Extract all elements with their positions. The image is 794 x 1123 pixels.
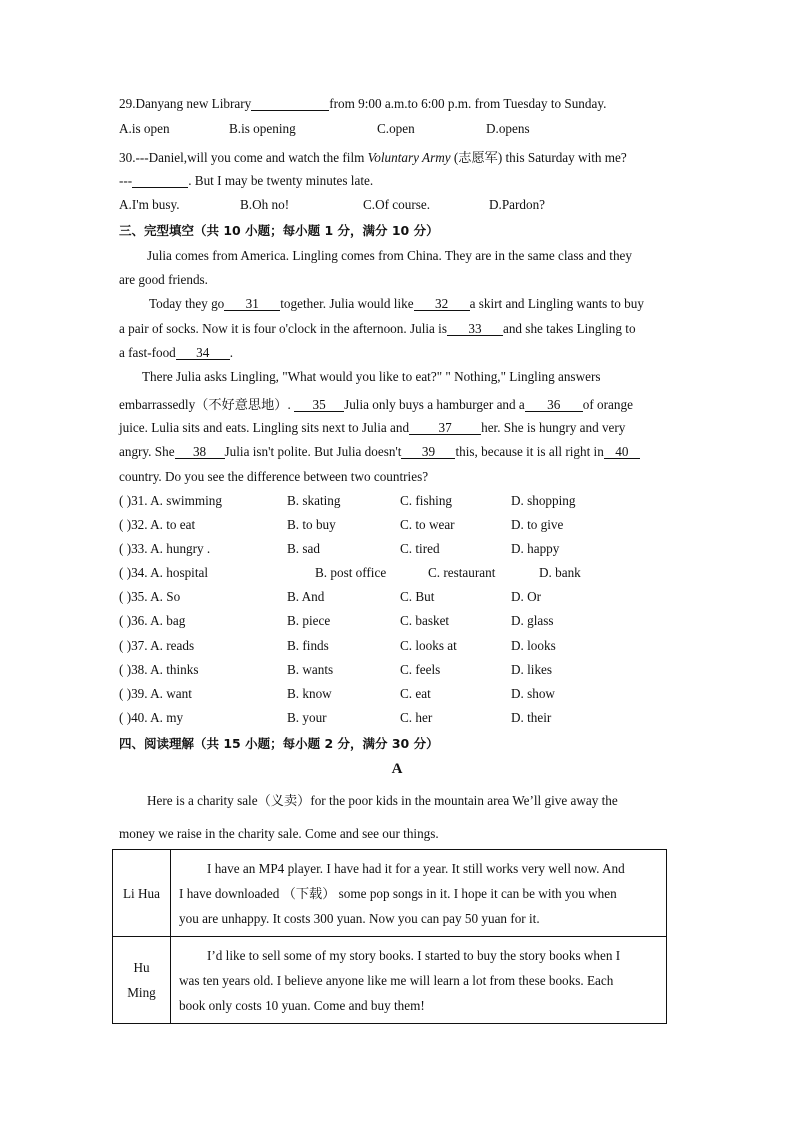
option-row-39-b: B. know: [287, 686, 332, 701]
option-row-36-d: D. glass: [511, 613, 554, 628]
blank-35: 35: [294, 398, 344, 412]
reading-intro-line1: Here is a charity sale（义卖）for the poor kids in the mountain area We’ll give away the: [147, 793, 618, 808]
cloze-text: a skirt and Lingling wants to buy: [469, 296, 644, 311]
q30-blank: [132, 174, 188, 188]
option-row-34-b: B. post office: [315, 565, 387, 580]
option-row-34-c: C. restaurant: [428, 565, 496, 580]
cloze-text: together. Julia would like: [280, 296, 414, 311]
q30-option-b: B.Oh no!: [240, 197, 290, 212]
option-row-40-c: C. her: [400, 710, 433, 725]
cloze-text: a pair of socks. Now it is four o'clock in the afternoon. Julia is: [119, 321, 447, 336]
description-line: I have an MP4 player. I have had it for a year. It still works very well now. And: [207, 860, 625, 876]
option-row-32-num: ( )32. A. to eat: [119, 517, 196, 532]
option-row-33-c: C. tired: [400, 541, 440, 556]
q30-reply-after: . But I may be twenty minutes late.: [188, 173, 374, 188]
option-row-36-num: ( )36. A. bag: [119, 613, 186, 628]
option-row-37-c: C. looks at: [400, 638, 457, 653]
cloze-p3-line4: [119, 444, 640, 460]
cloze-p3-line5: country. Do you see the difference between two countries?: [119, 469, 429, 484]
option-row-39-c: C. eat: [400, 686, 431, 701]
blank-38: 38: [175, 445, 225, 459]
option-row-38-num: ( )38. A. thinks: [119, 662, 199, 677]
option-row-39-d: D. show: [511, 686, 555, 701]
option-row-33-b: B. sad: [287, 541, 320, 556]
option-row-32-b: B. to buy: [287, 517, 336, 532]
q30-film-title: Voluntary Army: [367, 150, 451, 165]
cloze-text: her. She is hungry and very: [481, 420, 626, 435]
charity-sale-table: [112, 849, 667, 1024]
description-line: I’d like to sell some of my story books. I started to buy the story books when I: [207, 947, 621, 963]
q29-stem: [119, 96, 606, 112]
cloze-text: Today they go: [149, 296, 225, 311]
blank-32: 32: [414, 297, 470, 311]
cloze-p1-line2: are good friends.: [119, 272, 208, 287]
description-line: I have downloaded （下载） some pop songs in it. I hope it can be with you when: [179, 885, 617, 901]
item-description: [171, 850, 667, 937]
cloze-text: Julia only buys a hamburger and a: [344, 397, 525, 412]
seller-name: [113, 937, 171, 1024]
cloze-text: embarrassedly（不好意思地）.: [119, 397, 291, 412]
description-line: was ten years old. I believe anyone like me will learn a lot from these books. Each: [179, 972, 614, 988]
cloze-p3-line2: [119, 394, 633, 413]
option-row-35-c: C. But: [400, 589, 435, 604]
option-row-38-c: C. feels: [400, 662, 441, 677]
description-line: you are unhappy. It costs 300 yuan. Now you can pay 50 yuan for it.: [179, 910, 540, 926]
option-row-40-d: D. their: [511, 710, 552, 725]
seller-name: [113, 850, 171, 937]
section3-heading: 三、完型填空（共 10 小题；每小题 1 分，满分 10 分）: [119, 223, 439, 238]
q30-stem-before: 30.---Daniel,will you come and watch the film: [119, 150, 368, 165]
seller-name-text: Hu: [133, 960, 150, 975]
q30-option-d: D.Pardon?: [489, 197, 546, 212]
q29-blank: [251, 97, 329, 111]
option-row-32-c: C. to wear: [400, 517, 455, 532]
q29-stem-before: 29.Danyang new Library: [119, 96, 252, 111]
q30-stem: [119, 147, 627, 166]
q29-option-a: A.is open: [119, 121, 170, 136]
option-row-31-num: ( )31. A. swimming: [119, 493, 222, 508]
option-row-31-b: B. skating: [287, 493, 341, 508]
option-row-31-c: C. fishing: [400, 493, 453, 508]
option-row-32-d: D. to give: [511, 517, 564, 532]
option-row-35-b: B. And: [287, 589, 325, 604]
blank-34: 34: [176, 346, 230, 360]
section4-heading: 四、阅读理解（共 15 小题；每小题 2 分，满分 30 分）: [119, 736, 439, 751]
seller-name-text: Li Hua: [123, 885, 160, 901]
option-row-35-d: D. Or: [511, 589, 542, 604]
blank-31: 31: [224, 297, 280, 311]
q30-reply: [119, 173, 373, 189]
q30-option-c: C.Of course.: [363, 197, 431, 212]
q30-stem-after: (志愿军) this Saturday with me?: [450, 150, 627, 165]
option-row-31-d: D. shopping: [511, 493, 576, 508]
cloze-p3-line3: [119, 420, 625, 436]
cloze-text: this, because it is all right in: [455, 444, 604, 459]
cloze-text: a fast-food: [119, 345, 176, 360]
option-row-35-num: ( )35. A. So: [119, 589, 181, 604]
option-row-38-d: D. likes: [511, 662, 553, 677]
seller-name-text: Ming: [127, 985, 156, 1000]
option-row-40-b: B. your: [287, 710, 327, 725]
table-row: [113, 937, 667, 1024]
option-row-39-num: ( )39. A. want: [119, 686, 192, 701]
passage-label: A: [391, 761, 403, 777]
option-row-37-b: B. finds: [287, 638, 329, 653]
item-description: [171, 937, 667, 1024]
option-row-37-num: ( )37. A. reads: [119, 638, 195, 653]
option-row-33-d: D. happy: [511, 541, 560, 556]
option-row-38-b: B. wants: [287, 662, 334, 677]
blank-37: 37: [409, 421, 481, 435]
q29-option-b: B.is opening: [229, 121, 296, 136]
reading-intro-line2: money we raise in the charity sale. Come and see our things.: [119, 826, 439, 841]
q29-stem-after: from 9:00 a.m.to 6:00 p.m. from Tuesday to Sunday.: [329, 96, 607, 111]
option-row-40-num: ( )40. A. my: [119, 710, 184, 725]
option-row-36-b: B. piece: [287, 613, 331, 628]
cloze-text: Julia isn't polite. But Julia doesn't: [224, 444, 402, 459]
q29-option-d: D.opens: [486, 121, 530, 136]
cloze-text: of orange: [582, 397, 633, 412]
cloze-p3-line1: There Julia asks Lingling, "What would you like to eat?" " Nothing," Lingling answers: [142, 369, 601, 384]
q29-option-c: C.open: [377, 121, 415, 136]
q30-option-a: A.I'm busy.: [119, 197, 180, 212]
cloze-text: juice. Lulia sits and eats. Lingling sits next to Julia and: [119, 420, 410, 435]
blank-40: 40: [604, 445, 640, 459]
cloze-text: .: [229, 345, 234, 360]
option-row-34-num: ( )34. A. hospital: [119, 565, 209, 580]
blank-33: 33: [447, 322, 503, 336]
cloze-p2-line3: [119, 345, 233, 361]
option-row-34-d: D. bank: [539, 565, 581, 580]
q30-reply-before: ---: [119, 173, 133, 188]
option-row-33-num: ( )33. A. hungry .: [119, 541, 211, 556]
cloze-p1-line1: Julia comes from America. Lingling comes from China. They are in the same class and they: [147, 248, 632, 263]
cloze-p2-line1: [149, 296, 644, 312]
cloze-text: angry. She: [119, 444, 175, 459]
blank-39: 39: [401, 445, 455, 459]
option-row-37-d: D. looks: [511, 638, 556, 653]
description-line: book only costs 10 yuan. Come and buy them!: [179, 997, 425, 1013]
table-row: [113, 850, 667, 937]
cloze-p2-line2: [119, 321, 636, 337]
cloze-text: and she takes Lingling to: [502, 321, 636, 336]
blank-36: 36: [525, 398, 583, 412]
option-row-36-c: C. basket: [400, 613, 450, 628]
